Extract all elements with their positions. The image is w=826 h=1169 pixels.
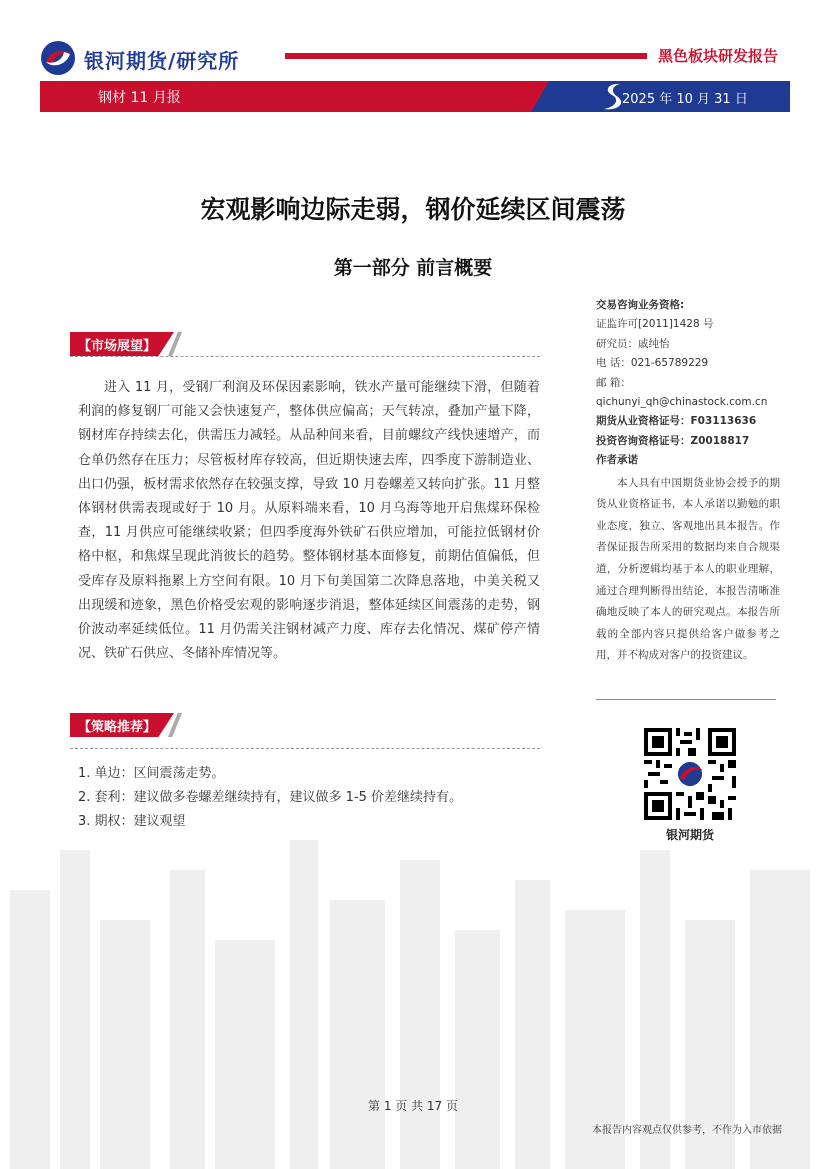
- report-date: 2025 年 10 月 31 日: [622, 92, 748, 107]
- market-tag: [70, 332, 190, 356]
- statement-title: 作者承诺: [596, 454, 638, 467]
- brand-subtitle: /研究所: [168, 49, 240, 73]
- strategy-item: 3. 期权：建议观望: [78, 814, 186, 829]
- phone: 电 话：021-65789229: [596, 357, 709, 370]
- page-title: 宏观影响边际走弱，钢价延续区间震荡: [200, 195, 626, 224]
- section-divider: [70, 356, 540, 357]
- brand-name: [84, 45, 239, 74]
- band-title: 钢材 11 月报: [98, 90, 181, 106]
- skyline-watermark: [0, 830, 826, 1169]
- email-link[interactable]: qichunyi_qh@chinastock.com.cn: [596, 396, 768, 409]
- part-title: 第一部分 前言概要: [333, 257, 493, 279]
- header-band: [40, 81, 790, 112]
- page-number: 第 1 页 共 17 页: [368, 1099, 458, 1113]
- market-paragraph: 进入 11 月，受钢厂利润及环保因素影响，铁水产量可能继续下滑，但随着利润的修复钢厂可能又会快速复产，整体供应偏高；天气转凉，叠加产量下降，钢材库存持续去化，供需压力减轻。从品种间来看，目前螺纹产线快速增产，而仓单仍然存在压力；尽管板材库存较高，但近期快速去库，四季度下游制造业、出口仍强，板材需求依然存在较强支撑，导致 10 月卷螺差又转向扩张。11 月整体钢材供需表现或好于 10 月。从原料端来看，10 月乌海等地开启焦煤环保检查，11 月供应可能继续收紧；但四季度海外铁矿石供应增加，可能拉低钢材价格中枢，和焦煤呈现此消彼长的趋势。整体钢材基本面修复，前期估值偏低，但受库存及原料拖累上方空间有限。10 月下旬美国第二次降息落地，中美关税又出现缓和迹象，黑色价格受宏观的影响逐步消退，整体延续区间震荡的走势，钢价波动率延续低位。11 月仍需关注钢材减产力度、库存去化情况、煤矿停产情况、铁矿石供应、冬储补库情况等。: [78, 380, 540, 662]
- qual-value: 证监许可[2011]1428 号: [596, 318, 714, 331]
- qr-label: 银河期货: [665, 828, 714, 842]
- header-divider: [285, 53, 647, 59]
- invest-cert: 投资咨询资格证号：Z0018817: [596, 434, 750, 447]
- qr-code-icon[interactable]: [644, 728, 736, 820]
- author-sidebar: [596, 296, 780, 667]
- strategy-list: [78, 762, 540, 834]
- sidebar-divider: [596, 699, 776, 700]
- brand-title: 银河期货: [84, 49, 168, 73]
- galaxy-logo-icon: [40, 40, 76, 76]
- report-type: 黑色板块研发报告: [658, 47, 779, 65]
- section-divider: [70, 748, 540, 749]
- strategy-item: 1. 单边：区间震荡走势。: [78, 766, 225, 781]
- strategy-item: 2. 套利：建议做多卷螺差继续持有，建议做多 1-5 价差继续持有。: [78, 790, 463, 805]
- qual-label: 交易咨询业务资格:: [596, 299, 685, 311]
- footer-disclaimer: 本报告内容观点仅供参考，不作为入市依据: [592, 1125, 782, 1136]
- market-tag-label: 【市场展望】: [78, 339, 157, 354]
- researcher: 研究员：戚纯怡: [596, 337, 670, 350]
- market-outlook-text: [78, 376, 540, 666]
- futures-cert: 期货从业资格证号：F03113636: [596, 415, 757, 428]
- strategy-tag: [70, 713, 190, 737]
- strategy-tag-label: 【策略推荐】: [78, 720, 157, 735]
- email-label: 邮 箱：: [596, 376, 631, 389]
- author-statement: 本人具有中国期货业协会授予的期货从业资格证书，本人承诺以勤勉的职业态度，独立、客观地出具本报告。作者保证报告所采用的数据均来自合规渠道，分析逻辑均基于本人的职业理解，通过合理判断得出结论，本报告清晰准确地反映了本人的研究观点。本报告所载的全部内容只提供给客户做参考之用，并不构成对客户的投资建议。: [596, 476, 780, 662]
